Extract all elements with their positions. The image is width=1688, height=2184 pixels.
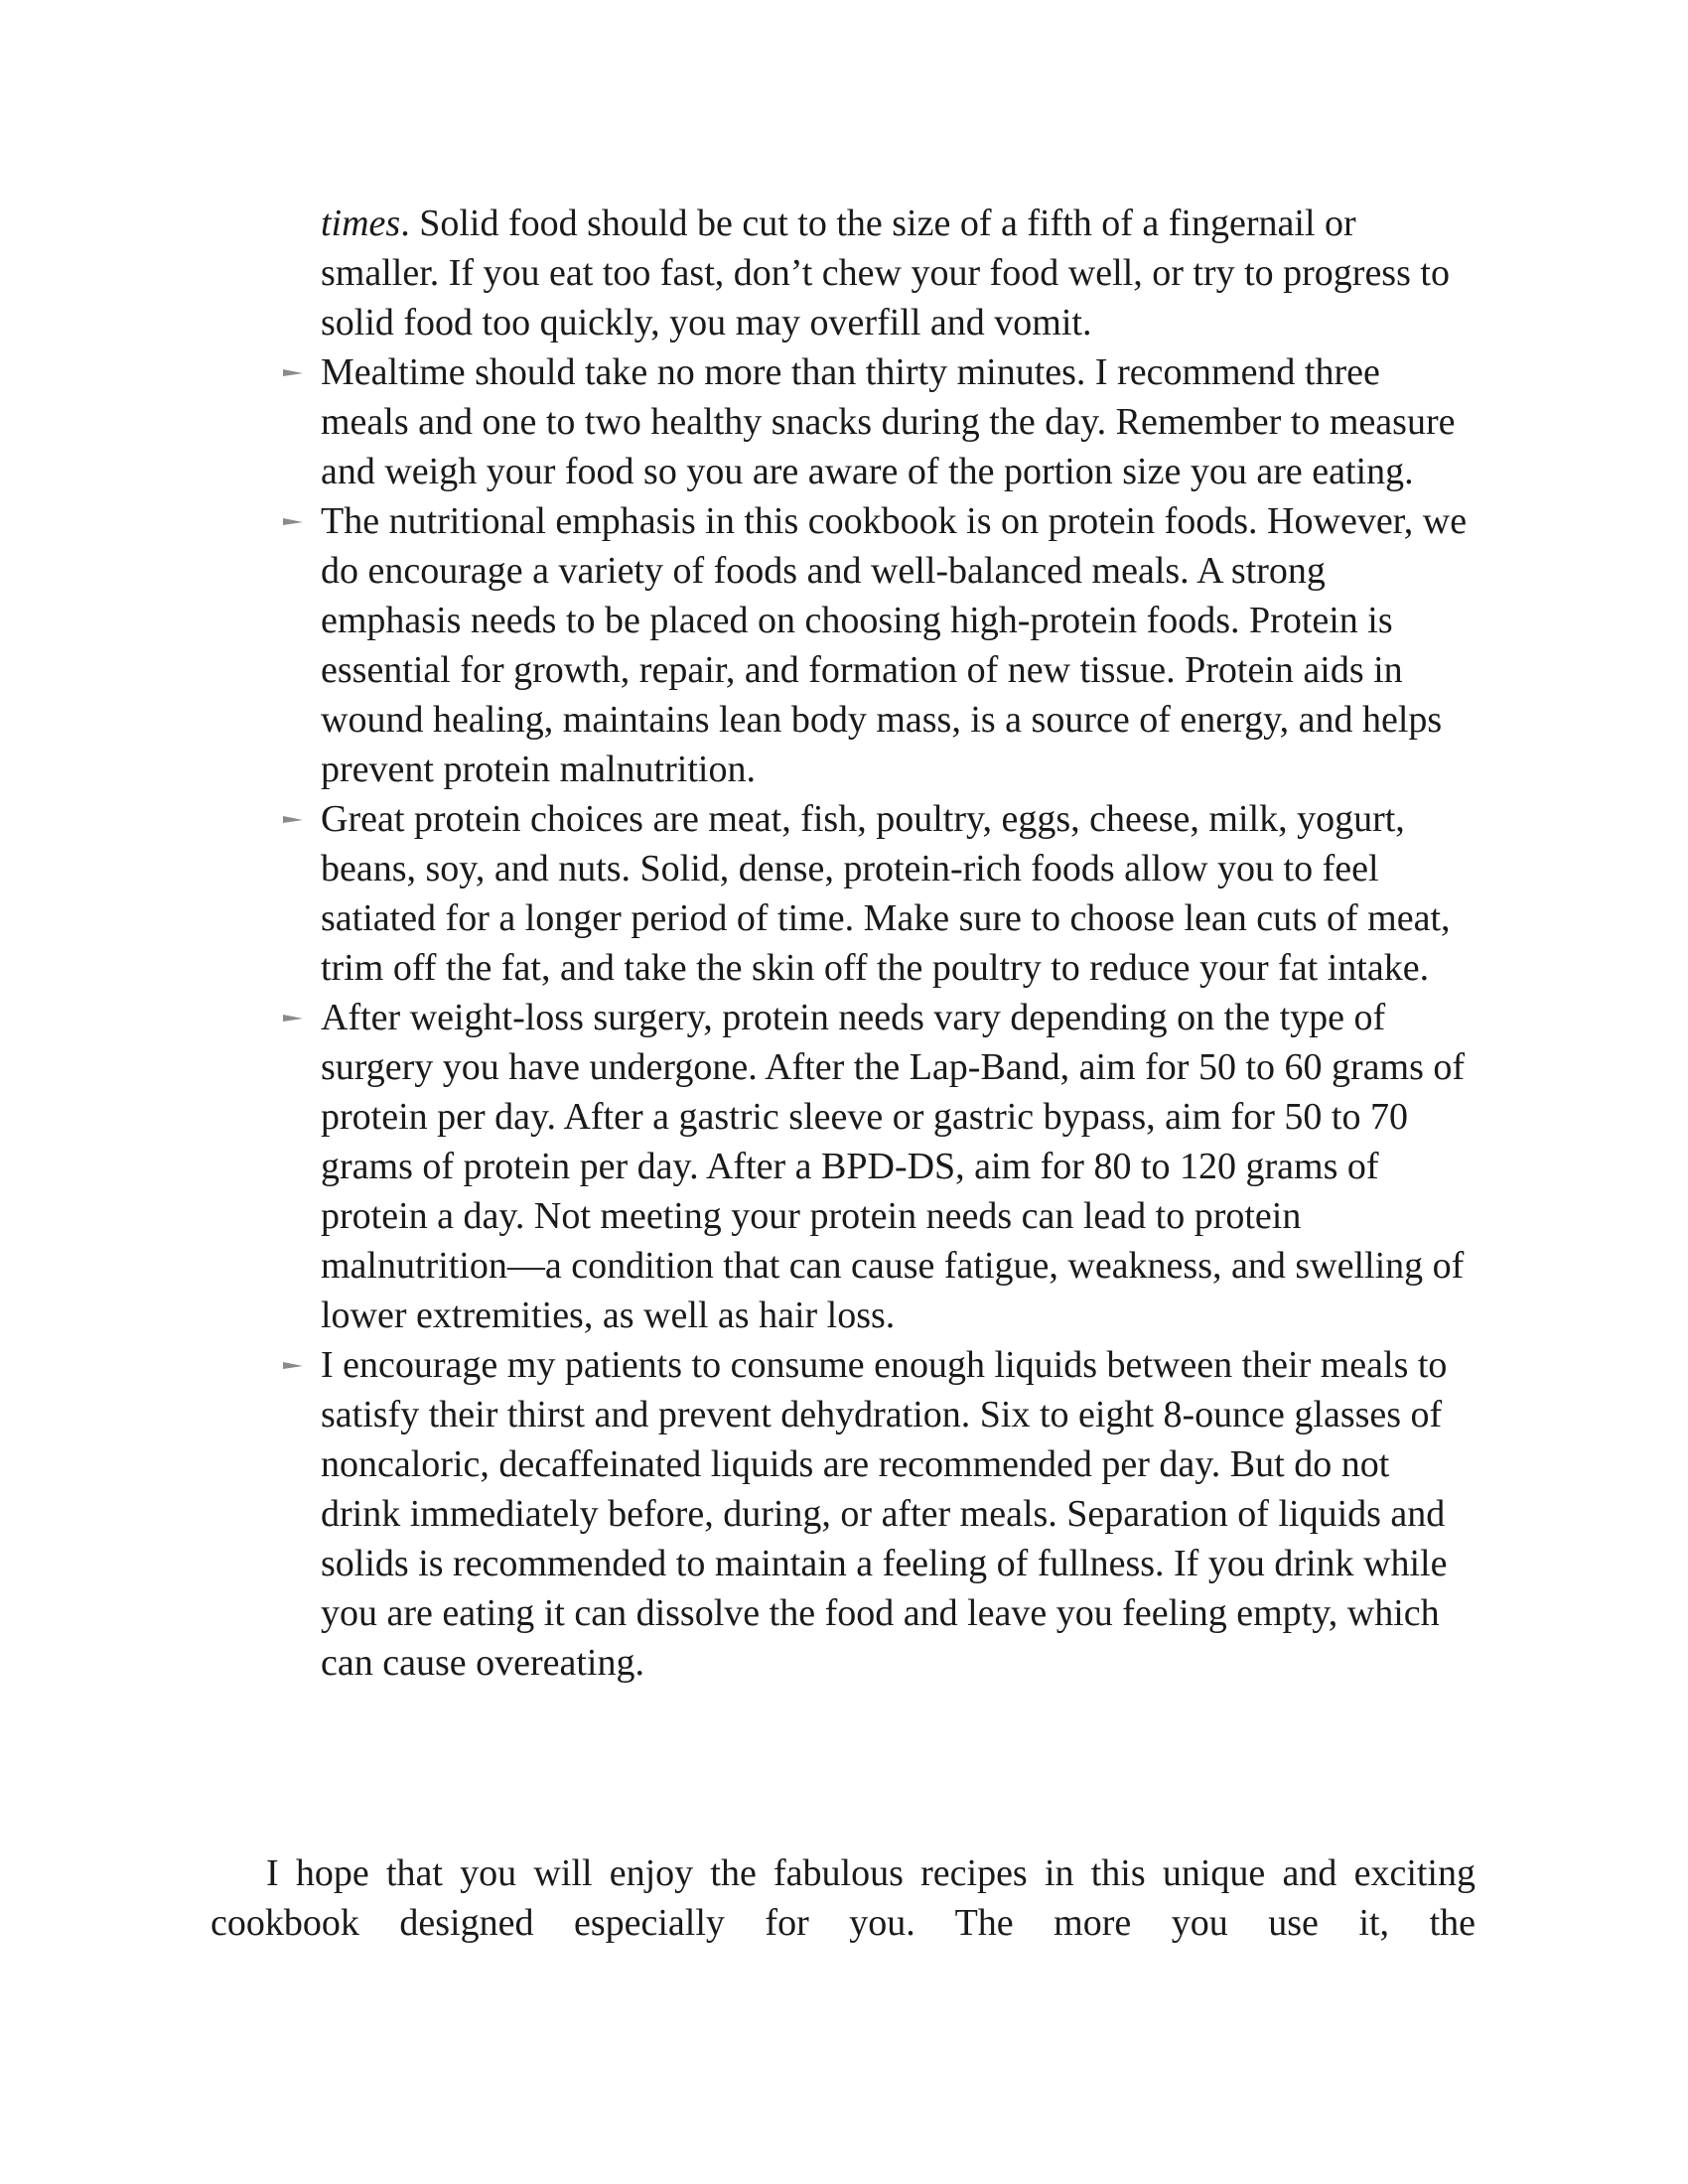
list-item	[283, 496, 1475, 794]
arrow-bullet-icon	[283, 1013, 303, 1023]
list-item	[283, 794, 1475, 993]
italic-word: times	[321, 203, 401, 244]
list-item-text: After weight-loss surgery, protein needs vary depending on the type of surgery you have undergone. After the Lap-Band, aim for 50 to 60 grams of protein per day. After a gastric sleeve or gastric bypass, aim for 50 to 70 grams of protein per day. After a BPD-DS, aim for 80 to 120 grams of protein a day. Not meeting your protein needs can lead to protein malnutrition—a condition that can cause fatigue, weakness, and swelling of lower extremities, as well as hair loss.	[321, 997, 1466, 1336]
list-item-text: Mealtime should take no more than thirty minutes. I recommend three meals and one to two healthy snacks during the day. Remember to measure and weigh your food so you are aware of the portion size you are eating.	[321, 351, 1456, 492]
list-item-text: Great protein choices are meat, fish, poultry, eggs, cheese, milk, yogurt, beans, soy, and nuts. Solid, dense, protein-rich foods allow you to feel satiated for a longer period of time. Make sure to choose lean cuts of meat, trim off the fat, and take the skin off the poultry to reduce your fat intake.	[321, 798, 1451, 989]
list-item-text: The nutritional emphasis in this cookbook is on protein foods. However, we do encourage a variety of foods and well-balanced meals. A strong emphasis needs to be placed on choosing high-protein foods. Protein is essential for growth, repair, and formation of new tissue. Protein aids in wound healing, maintains lean body mass, is a source of energy, and helps prevent protein malnutrition.	[321, 500, 1468, 790]
arrow-bullet-icon	[283, 1360, 303, 1370]
bullet-list	[283, 199, 1475, 1688]
list-item	[283, 347, 1475, 496]
list-item	[283, 993, 1475, 1340]
list-item	[283, 1340, 1475, 1688]
arrow-bullet-icon	[283, 516, 303, 526]
arrow-bullet-icon	[283, 367, 303, 377]
list-item-text: I encourage my patients to consume enough liquids between their meals to satisfy their thirst and prevent dehydration. Six to eight 8-ounce glasses of noncaloric, decaffeinated liquids are recommended per day. But do not drink immediately before, during, or after meals. Separation of liquids and solids is recommended to maintain a feeling of fullness. If you drink while you are eating it can dissolve the food and leave you feeling empty, which can cause overeating.	[321, 1344, 1448, 1684]
arrow-bullet-icon	[283, 814, 303, 824]
closing-paragraph: I hope that you will enjoy the fabulous recipes in this unique and exciting cookbook designed especially for you. The more you use it, the	[211, 1852, 1476, 1944]
list-item-text: . Solid food should be cut to the size of a fifth of a fingernail or smaller. If you eat too fast, don’t chew your food well, or try to progress to solid food too quickly, you may overfill and vomit.	[321, 203, 1450, 343]
list-item-continuation	[283, 199, 1475, 347]
